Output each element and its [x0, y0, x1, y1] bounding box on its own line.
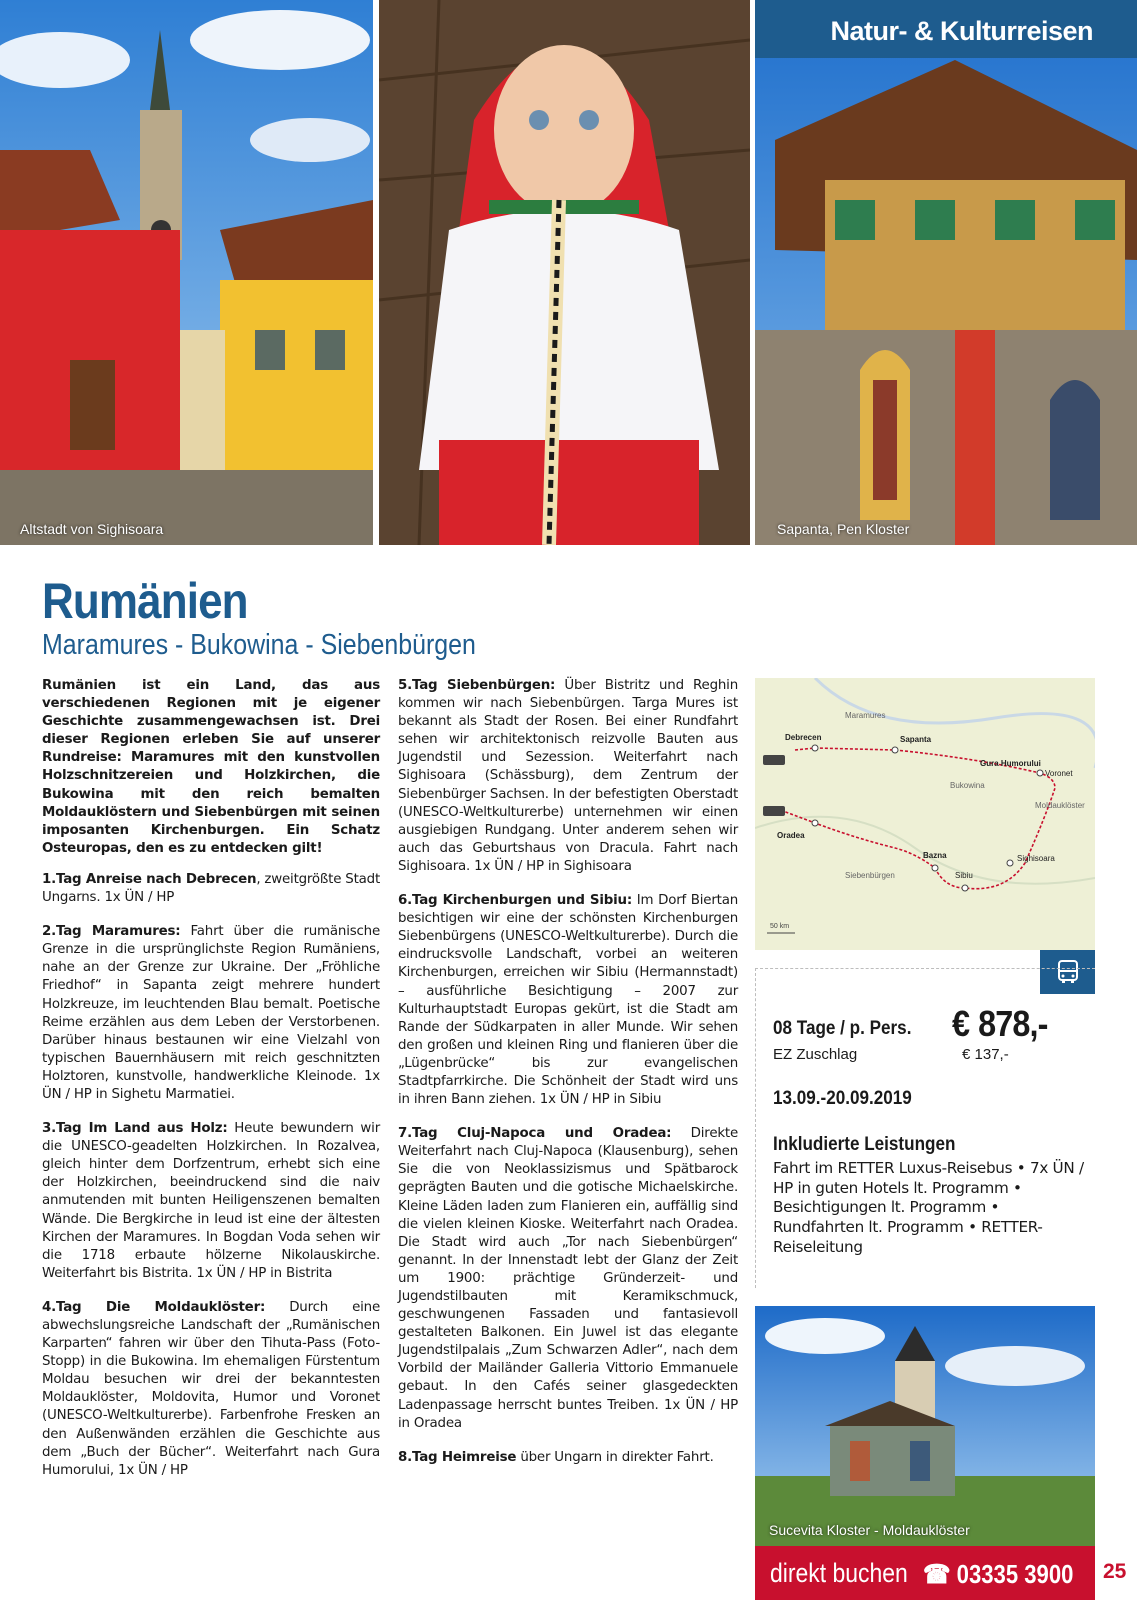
ez-price: € 137,- [962, 1046, 1009, 1063]
intro-text: Rumänien ist ein Land, das aus verschiedenen Regionen mit je eigener Geschichte zusammengewachsen ist. Drei dieser Regionen erleben Sie auf unserer Rundreise: Maramures mit den kunstvollen Holzschnitzereien und Holzkirchen, die Bukowina mit den reich bemalten Moldauklöstern und Siebenbürgen mit seinen imposanten Kirchenburgen. Ein Schatz Osteuropas, den es zu entdecken gilt! [42, 678, 380, 856]
category-banner: Natur- & Kulturreisen [755, 0, 1137, 58]
day-text: Heute bewundern wir die UNESCO-geadelten Holzkirchen. In Rozalvea, gleich hinter dem Dorfzentrum, erhebt sich eine der Holzkirchen, beeindruckend sind die naiv anmutenden mit bunten Heiligenszenen bemalten Wände. Die Bergkirche in Ieud ist eine der ältesten Kirchen der Maramures. In Bogdan Voda sehen wir die 1718 erbaute hölzerne Nikolauskirche. Weiterfahrt bis Bistrita. 1x ÜN / HP in Bistrita [42, 1121, 380, 1281]
day-heading: 7.Tag Cluj-Napoca und Oradea: [398, 1126, 672, 1142]
map-label: Moldauklöster [1035, 801, 1085, 810]
map-label: Bukowina [950, 781, 985, 790]
included-title: Inkludierte Leistungen [773, 1134, 956, 1155]
booking-bar[interactable] [755, 1546, 1095, 1600]
day-3 [42, 1120, 380, 1283]
map-label: Bazna [923, 851, 947, 860]
photo-sighisoara [0, 0, 373, 545]
day-heading: 2.Tag Maramures: [42, 924, 181, 940]
route-map [755, 678, 1095, 950]
photo-sapanta-kloster [755, 0, 1137, 545]
day-heading: 8.Tag Heimreise [398, 1449, 517, 1465]
included-text: Fahrt im RETTER Luxus-Reisebus • 7x ÜN / HP in guten Hotels lt. Programm • Besichtigungen lt. Programm • Rundfahrten lt. Programm • RETTER-Reiseleitung [773, 1159, 1084, 1256]
photo-caption: Sucevita Kloster - Moldauklöster [769, 1522, 970, 1538]
day-4 [42, 1299, 380, 1480]
phone-icon: ☎ [923, 1559, 957, 1589]
ez-label: EZ Zuschlag [773, 1046, 858, 1063]
day-6 [398, 892, 738, 1109]
map-label: Maramures [845, 711, 886, 720]
day-heading: 4.Tag Die Moldauklöster: [42, 1299, 266, 1315]
day-heading: 6.Tag Kirchenburgen und Sibiu: [398, 893, 633, 909]
price-value: 878,- [978, 1003, 1048, 1044]
trip-price [952, 1003, 1047, 1045]
map-label: Sapanta [900, 735, 932, 744]
map-label: Oradea [777, 831, 805, 840]
day-text: über Ungarn in direkter Fahrt. [516, 1449, 714, 1465]
day-text: Durch eine abwechslungsreiche Landschaft der „Rumänischen Karparten“ fahren wir über den Tihuta-Pass (Foto-Stopp) in die Bukowina. Im ehemaligen Fürstentum Moldau besuchen wir drei der bekanntesten Moldauklöster, Moldovita, Humor und Voronet (UNESCO-Weltkulturerbe). Farbenfrohe Fresken an den Außenwänden erzählen die Geschichte aus dem „Buch der Bücher“. Weiterfahrt nach Gura Humorului, 1x ÜN / HP [42, 1299, 381, 1478]
trip-duration: 08 Tage / p. Pers. [773, 1018, 912, 1039]
day-5 [398, 677, 738, 876]
day-heading: 3.Tag Im Land aus Holz: [42, 1121, 228, 1137]
day-text: Fahrt über die rumänische Grenze in die ursprünglichste Region Rumäniens, nahe an der Grenze zur Ukraine. Der „Fröhliche Friedhof“ in Sapanta zeigt mehrere hundert Holzkreuze, im leuchtenden Blau bemalt. Poetische Reime erzählen aus dem Leben der Verstorbenen. Darüber hinaus bestaunen wir eine Vielzahl von typischen Bauernhäusern mit reich geschnitzten Holztoren, kunstvolle, handwerkliche Kleinode. 1x ÜN / HP in Sighetu Marmatiei. [42, 924, 380, 1102]
map-scale: 50 km [770, 923, 790, 930]
map-label: Sibiu [955, 871, 973, 880]
page-number: 25 [1103, 1560, 1127, 1583]
day-7 [398, 1125, 738, 1433]
photo-caption: Sapanta, Pen Kloster [777, 521, 910, 537]
photo-sucevita [755, 1306, 1095, 1546]
map-label: Sighisoara [1017, 854, 1055, 863]
map-label: Siebenbürgen [845, 871, 895, 880]
page-title: Rumänien [42, 573, 248, 629]
itinerary-column-1 [42, 677, 380, 1496]
day-heading: 1.Tag Anreise nach Debrecen [42, 871, 257, 887]
map-label: Debrecen [785, 733, 822, 742]
trip-dates: 13.09.-20.09.2019 [773, 1088, 912, 1109]
day-text: , zweitgrößte Stadt Ungarns. 1x ÜN / HP [42, 871, 381, 906]
itinerary-column-2 [398, 677, 738, 1483]
day-2 [42, 923, 380, 1104]
map-label: Voronet [1045, 769, 1073, 778]
page-subtitle: Maramures - Bukowina - Siebenbürgen [42, 629, 476, 661]
day-text: Über Bistritz und Reghin kommen wir nach Siebenbürgen. Targa Mures ist bekannt als Stadt der Rosen. Bei einer Rundfahrt sehen wir architektonisch reizvolle Bauten aus Jugendstil und Sezession. Weiterfahrt nach Sighisoara (Schässburg), dem Zentrum der Siebenbürger Sachsen. In der befestigten Oberstadt (UNESCO-Weltkulturerbe) unternehmen wir einen ausgiebigen Rundgang. Unter anderem sehen wir auch das Geburtshaus von Dracula. Fahrt nach Sighisoara. 1x ÜN / HP in Sighisoara [398, 678, 738, 874]
day-heading: 5.Tag Siebenbürgen: [398, 678, 556, 693]
photo-girl-costume [379, 0, 750, 545]
day-text: Im Dorf Biertan besichtigen wir eine der schönsten Kirchenburgen Siebenbürgens (UNESCO-Weltkulturerbe). Durch die eindrucksvolle Landschaft, vorbei an weiteren Kirchenburgen, erreichen wir Sibiu (Hermannstadt) – ausführliche Besichtigung – 2007 zur Kulturhauptstadt Europas gekürt, ist die Stadt am Rande der Südkarpaten in aller Munde. Wir sehen den großen und kleinen Ring und flanieren über die „Lügenbrücke“ bis zur evangelischen Stadtpfarrkirche. Die Schönheit der Stadt wird uns in ihren Bann ziehen. 1x ÜN / HP in Sibiu [398, 893, 738, 1108]
booking-label[interactable]: direkt buchen [770, 1557, 908, 1588]
booking-phone[interactable] [923, 1559, 1073, 1590]
day-1 [42, 871, 380, 907]
currency: € [952, 1003, 970, 1044]
day-8 [398, 1449, 738, 1467]
map-label: Gura Humorului [980, 759, 1041, 768]
phone-number[interactable]: 03335 3900 [956, 1559, 1074, 1589]
day-text: Direkte Weiterfahrt nach Cluj-Napoca (Klausenburg), sehen Sie die von Neoklassizismus und Spätbarock geprägten Bauten und die gotische Michaelskirche. Kleine Läden laden zum Flanieren ein, auffällig sind die vielen kleinen Kioske. Weiterfahrt nach Oradea. Die Stadt wird auch „Tor nach Siebenbürgen“ genannt. In der Innenstadt lebt der Glanz der Zeit um 1900: prächtige Gründerzeit- und Jugendstilbauten mit Keramikschmuck, geschwungenen Fassaden und fantasievoll gestalteten Balkonen. Ein Juwel ist das elegante Jugendstilpalais „Zum Schwarzen Adler“, nach dem Vorbild der Mailänder Galleria Vittorio Emmanuele gebaut. In den Cafés seiner glasgedeckten Ladenpassage herrscht buntes Treiben. 1x ÜN / HP in Oradea [398, 1126, 738, 1431]
photo-caption: Altstadt von Sighisoara [20, 521, 164, 537]
